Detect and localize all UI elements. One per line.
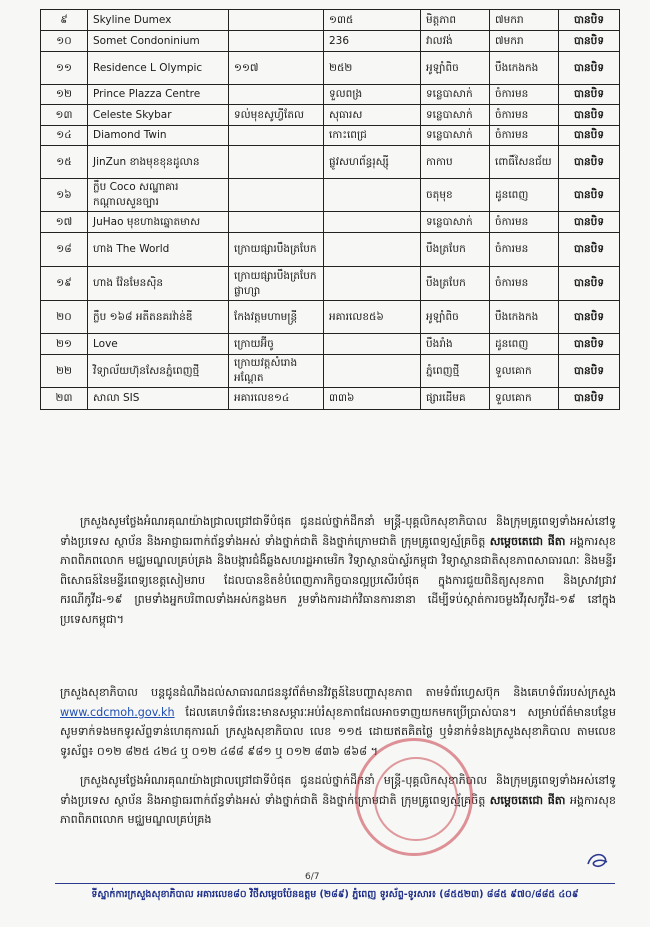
cell-c3 (229, 85, 324, 105)
cell-c3 (229, 31, 324, 52)
cell-no: ២៣ (41, 388, 88, 410)
cell-status: បានបិទ (559, 105, 620, 126)
cell-c4: 236 (324, 31, 421, 52)
cell-c4: ៣៣៦ (324, 388, 421, 410)
cell-status: បានបិទ (559, 52, 620, 85)
cell-no: ២០ (41, 301, 88, 334)
table-row (41, 334, 620, 355)
cell-c4: ទួលពង្រ (324, 85, 421, 105)
cell-status: បានបិទ (559, 179, 620, 212)
cell-status: បានបិទ (559, 212, 620, 233)
table-row (41, 233, 620, 267)
cell-c3 (229, 126, 324, 146)
cell-no: ១៦ (41, 179, 88, 212)
cell-c6: ដូនពេញ (490, 334, 559, 355)
cell-status: បានបិទ (559, 355, 620, 388)
cell-c4: ១៣៥ (324, 10, 421, 31)
cell-c6: ដូនពេញ (490, 179, 559, 212)
cell-name: Diamond Twin (88, 126, 229, 146)
cell-status: បានបិទ (559, 126, 620, 146)
website-link[interactable]: www.cdcmoh.gov.kh (60, 705, 175, 719)
ministry-seal (355, 738, 473, 856)
cell-c3: ក្រោយផ្សារបឹងត្របែក (229, 233, 324, 267)
cell-c6: ចំការមន (490, 126, 559, 146)
cell-c5: ផ្សារដើមគ (421, 388, 490, 410)
cell-name: ហាង វ៉ែនមែនស៊ិន (88, 267, 229, 301)
footer-address: ទីស្នាក់ការក្រសួងសុខាភិបាល អគារលេខ៨០ វិថីសម្ដេចប៉ែនឧត្ដម (២៨៩) ភ្នំពេញ ទូរស័ព្ទ-ទូរសារ៖ (៨៥៥២៣) ៨៨៥ ៩៧០/៨៨៥ ៤០៩ (55, 883, 615, 902)
cell-c5: ទន្លេបាសាក់ (421, 212, 490, 233)
cell-c5: បឹងត្របែក (421, 267, 490, 301)
paragraph-repeat-text-a: ក្រសួងសូមថ្លែងអំណរគុណយ៉ាងជ្រាលជ្រៅជាទីបំផុត ជូនដល់ថ្នាក់ដឹកនាំ មន្ត្រី-បុគ្គលិកសុខាភិបាល និងក្រុមគ្រូពេទ្យទាំងអស់នៅទូទាំងប្រទេស ស្ថាប័ន និងអាជ្ញាធរពាក់ព័ន្ធទាំងអស់ ទាំងថ្នាក់ជាតិ និងថ្នាក់ក្រោមជាតិ ក្រុមគ្រូពេទ្យស្ម័គ្រចិត្ត (60, 774, 616, 807)
cell-no: ១៩ (41, 267, 88, 301)
cell-name: ក្លឹប Coco សណ្ឋាគារកណ្ដាលសួនច្បារ (88, 179, 229, 212)
cell-c6: ទួលគោក (490, 388, 559, 410)
cell-name: ក្លឹប ១៦៨ អតីតនគរវ៉ាន់ឌី (88, 301, 229, 334)
cell-c3: ទល់មុខសូហ្វីតែល (229, 105, 324, 126)
cell-name: Somet Condoninium (88, 31, 229, 52)
table-row (41, 301, 620, 334)
cell-c4: អគារលេខ៥៦ (324, 301, 421, 334)
cell-c3 (229, 179, 324, 212)
cell-c3: អគារលេខ១៤ (229, 388, 324, 410)
cell-c6: ៧មករា (490, 31, 559, 52)
cell-c5: ទន្លេបាសាក់ (421, 85, 490, 105)
cell-c6: ៧មករា (490, 10, 559, 31)
paragraph-thanks-text-a: ក្រសួងសូមថ្លែងអំណរគុណយ៉ាងជ្រាលជ្រៅជាទីបំផុត ជូនដល់ថ្នាក់ដឹកនាំ មន្ត្រី-បុគ្គលិកសុខាភិបាល និងក្រុមគ្រូពេទ្យទាំងអស់នៅទូទាំងប្រទេស ស្ថាប័ន និងអាជ្ញាធរពាក់ព័ន្ធទាំងអស់ ទាំងថ្នាក់ជាតិ និងថ្នាក់ក្រោមជាតិ ក្រុមគ្រូពេទ្យស្ម័គ្រចិត្ត (60, 515, 616, 548)
cell-c4 (324, 267, 421, 301)
cell-status: បានបិទ (559, 233, 620, 267)
cell-c5: អូឡាំពិច (421, 52, 490, 85)
closed-venues-table (40, 9, 620, 410)
table-row (41, 52, 620, 85)
table-row (41, 388, 620, 410)
cell-status: បានបិទ (559, 146, 620, 179)
cell-status: បានបិទ (559, 267, 620, 301)
table-row (41, 179, 620, 212)
cell-c3: ក្រោយវត្តសំរោងអណ្ដែត (229, 355, 324, 388)
cell-c6: ពោធិ៍សែនជ័យ (490, 146, 559, 179)
cell-name: ហាង The World (88, 233, 229, 267)
cell-name: សាលា SIS (88, 388, 229, 410)
cell-name: Celeste Skybar (88, 105, 229, 126)
table-row (41, 355, 620, 388)
cell-c6: ចំការមន (490, 105, 559, 126)
paragraph-thanks (60, 512, 616, 629)
cell-c6: ទួលគោក (490, 355, 559, 388)
cell-c5: ភ្នំពេញថ្មី (421, 355, 490, 388)
paragraph-repeat-text-b: អង្គការសុខភាពពិភពលោក មជ្ឈមណ្ឌលគ្រប់គ្រង (60, 793, 616, 826)
cell-no: ១៧ (41, 212, 88, 233)
cell-c5: បឹងរាំង (421, 334, 490, 355)
signature-mark (585, 850, 611, 872)
cell-c4: ផ្លូវសហព័ន្ធរុស្ស៊ី (324, 146, 421, 179)
cell-c6: ចំការមន (490, 233, 559, 267)
cell-c5: ទន្លេបាសាក់ (421, 126, 490, 146)
cell-no: ១១ (41, 52, 88, 85)
cell-name: JuHao មុខហាងឆ្នោតមាស (88, 212, 229, 233)
cell-status: បានបិទ (559, 10, 620, 31)
cell-c4: សុធារស (324, 105, 421, 126)
table-row (41, 10, 620, 31)
table-row (41, 146, 620, 179)
cell-c3: ក្រោយអ៊ីចូ (229, 334, 324, 355)
table-row (41, 267, 620, 301)
cell-c6: បឹងកេងកង (490, 52, 559, 85)
cell-c3 (229, 10, 324, 31)
cell-no: ១០ (41, 31, 88, 52)
paragraph-info-text-a: ក្រសួងសុខាភិបាល បន្តជូនដំណឹងដល់សាធារណជននូវព័ត៌មានវិវត្តន៍នៃបញ្ហាសុខភាព តាមទំព័រហ្វេសប៊ុក និងគេហទំព័ររបស់ក្រសួង (60, 686, 616, 699)
cell-c3 (229, 212, 324, 233)
cell-c6: ចំការមន (490, 267, 559, 301)
cell-c5: មិត្តភាព (421, 10, 490, 31)
paragraph-thanks-repeat (60, 771, 616, 830)
cell-no: ១៥ (41, 146, 88, 179)
cell-c5: វាលវង់ (421, 31, 490, 52)
cell-c5: កាកាប (421, 146, 490, 179)
cell-c4 (324, 334, 421, 355)
page-number: 6/7 (305, 872, 320, 882)
cell-name: វិទ្យាល័យហ៊ុនសែនភ្នំពេញថ្មី (88, 355, 229, 388)
cell-c3: ក្រោយផ្សារបឹងត្របែកផ្លាហ្សា (229, 267, 324, 301)
paragraph-thanks-bold: សម្ដេចតេជោ ផីតា (489, 534, 566, 548)
table-row (41, 105, 620, 126)
cell-c3: ១១៧ (229, 52, 324, 85)
cell-c4: កោះពេជ្រ (324, 126, 421, 146)
cell-status: បានបិទ (559, 334, 620, 355)
cell-status: បានបិទ (559, 388, 620, 410)
cell-status: បានបិទ (559, 31, 620, 52)
cell-name: Residence L Olympic (88, 52, 229, 85)
paragraph-info-text-b: ដែលគេហទំព័រនេះមានសម្ភារៈអប់រំសុខភាពដែលអាចទាញយកមកប្រើប្រាស់បាន។ សម្រាប់ព័ត៌មានបន្ថែម សូមទាក់ទងមកទូរស័ព្ទទាន់ហេតុការណ៍ ក្រសួងសុខាភិបាល លេខ ១១៥ ដោយឥតគិតថ្លៃ ឬទំនាក់ទំនងក្រសួងសុខាភិបាល តាមលេខទូរស័ព្ទ៖ ០១២ ៨២៥ ៤២៤ ឬ ០១២ ៤៨៨ ៩៨១ ឬ ០១២ ៨៣៦ ៨៦៨ ។ (60, 705, 616, 758)
cell-c5: អូឡាំពិច (421, 301, 490, 334)
cell-no: ២១ (41, 334, 88, 355)
cell-no: ១៨ (41, 233, 88, 267)
cell-c4 (324, 233, 421, 267)
table-row (41, 85, 620, 105)
cell-name: Love (88, 334, 229, 355)
cell-c5: ចតុមុខ (421, 179, 490, 212)
cell-no: ១៣ (41, 105, 88, 126)
cell-c4: ២៥២ (324, 52, 421, 85)
cell-c4 (324, 179, 421, 212)
cell-no: ១៤ (41, 126, 88, 146)
table-row (41, 31, 620, 52)
cell-c6: ចំការមន (490, 212, 559, 233)
cell-no: ៩ (41, 10, 88, 31)
table-row (41, 126, 620, 146)
cell-status: បានបិទ (559, 301, 620, 334)
cell-c3 (229, 146, 324, 179)
cell-c3: កែងវត្តមហាមន្ត្រី (229, 301, 324, 334)
paragraph-thanks-text-b: អង្គការសុខភាពពិភពលោក មជ្ឈមណ្ឌលគ្រប់គ្រង និងបង្ការជំងឺឆ្លងសហរដ្ឋអាមេរិក វិទ្យាស្ថានប៉ាស្ទ័រកម្ពុជា វិទ្យាស្ថានជាតិសុខភាពសាធារណៈ និងមន្ទីរពិសោធន៍នៃមន្ទីរពេទ្យខេត្តសៀមរាប ដែលបានខិតខំបំពេញភារកិច្ចបានល្អប្រសើរបំផុត ក្នុងការជួយពិនិត្យសុខភាព និងស្រាវជ្រាវករណីកូវីដ-១៩ ព្រមទាំងអ្នកបរិពាលទាំងអស់កន្លងមក រួមទាំងការដាក់វិធានការនានា ដើម្បីទប់ស្កាត់ការចម្លងវីរុសកូវីដ-១៩ នៅក្នុងប្រទេសកម្ពុជា។ (60, 534, 616, 626)
cell-no: ១២ (41, 85, 88, 105)
cell-c5: បឹងត្របែក (421, 233, 490, 267)
paragraph-info (60, 683, 616, 761)
cell-name: Prince Plazza Centre (88, 85, 229, 105)
cell-c6: បឹងកេងកង (490, 301, 559, 334)
cell-status: បានបិទ (559, 85, 620, 105)
cell-c6: ចំការមន (490, 85, 559, 105)
cell-c4 (324, 355, 421, 388)
table-row (41, 212, 620, 233)
cell-name: JinZun ខាងមុខខុនដូលាន (88, 146, 229, 179)
paragraph-repeat-bold: សម្ដេចតេជោ ផីតា (489, 793, 566, 807)
cell-no: ២២ (41, 355, 88, 388)
cell-c5: ទន្លេបាសាក់ (421, 105, 490, 126)
cell-name: Skyline Dumex (88, 10, 229, 31)
cell-c4 (324, 212, 421, 233)
